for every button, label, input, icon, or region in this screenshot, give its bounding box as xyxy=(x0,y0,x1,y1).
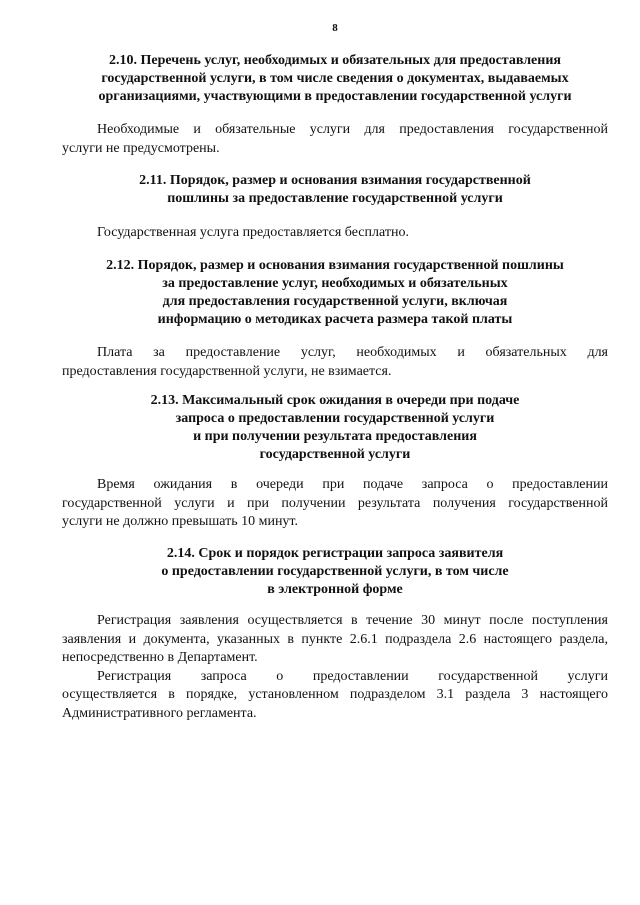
heading-line: 2.13. Максимальный срок ожидания в очереди при подаче xyxy=(150,393,520,408)
section-paragraph xyxy=(62,476,608,532)
heading-line: в электронной форме xyxy=(267,582,403,597)
section-2-11-body xyxy=(62,224,608,243)
section-2-13-body xyxy=(62,476,608,532)
heading-line: пошлины за предоставление государственной услуги xyxy=(167,191,503,206)
section-2-10 xyxy=(62,52,608,106)
heading-line: информацию о методиках расчета размера такой платы xyxy=(157,312,513,327)
paragraph-line: Государственная услуга предоставляется бесплатно. xyxy=(97,225,409,240)
section-heading xyxy=(62,52,608,106)
paragraph-line: Плата за предоставление услуг, необходимых и обязательных для xyxy=(97,345,608,360)
heading-line: 2.12. Порядок, размер и основания взимания государственной пошлины xyxy=(106,258,564,273)
paragraph-line: Административного регламента. xyxy=(62,705,257,721)
section-paragraph xyxy=(62,121,608,158)
section-paragraph xyxy=(62,612,608,723)
section-2-14 xyxy=(62,545,608,599)
heading-line: 2.14. Срок и порядок регистрации запроса заявителя xyxy=(166,546,504,561)
section-heading xyxy=(62,172,608,208)
paragraph-line: услуги не должно превышать 10 минут. xyxy=(62,514,298,529)
heading-line: организациями, участвующими в предоставлении государственной услуги xyxy=(98,89,572,104)
section-heading xyxy=(62,257,608,329)
paragraph-line: предоставления государственной услуги, не взимается. xyxy=(62,363,392,379)
heading-line: о предоставлении государственной услуги, в том числе xyxy=(161,564,509,579)
heading-line: за предоставление услуг, необходимых и обязательных xyxy=(162,276,508,291)
paragraph-line: услуги не предусмотрены. xyxy=(62,140,220,156)
heading-line: государственной услуги, в том числе сведения о документах, выдаваемых xyxy=(101,71,569,86)
paragraph-line: Регистрация заявления осуществляется в течение 30 минут после поступления xyxy=(97,613,608,628)
paragraph-line: Регистрация запроса о предоставлении государственной услуги xyxy=(97,668,608,684)
section-2-11 xyxy=(62,172,608,208)
paragraph-line: непосредственно в Департамент. xyxy=(62,650,258,665)
heading-line: 2.11. Порядок, размер и основания взимания государственной xyxy=(139,173,531,188)
section-2-12 xyxy=(62,257,608,329)
section-2-13 xyxy=(62,392,608,464)
heading-line: 2.10. Перечень услуг, необходимых и обязательных для предоставления xyxy=(109,53,561,68)
section-heading xyxy=(62,392,608,464)
section-2-14-body xyxy=(62,612,608,723)
page-number: 8 xyxy=(332,22,338,34)
paragraph-line: Необходимые и обязательные услуги для предоставления государственной xyxy=(97,122,608,137)
section-paragraph xyxy=(62,344,608,381)
paragraph-line: заявления и документа, указанных в пункте 2.6.1 подраздела 2.6 настоящего раздела, xyxy=(62,631,608,647)
paragraph-line: Время ожидания в очереди при подаче запроса о предоставлении xyxy=(97,477,608,492)
paragraph-line: государственной услуги и при получении результата получения государственной xyxy=(62,495,608,511)
heading-line: и при получении результата предоставления xyxy=(193,429,477,444)
section-heading xyxy=(62,545,608,599)
heading-line: запроса о предоставлении государственной услуги xyxy=(175,411,495,426)
section-2-10-body xyxy=(62,121,608,158)
heading-line: для предоставления государственной услуги, включая xyxy=(162,294,508,309)
paragraph-line: осуществляется в порядке, установленном подразделом 3.1 раздела 3 настоящего xyxy=(62,687,608,702)
heading-line: государственной услуги xyxy=(259,447,411,462)
section-paragraph xyxy=(62,224,608,243)
section-2-12-body xyxy=(62,344,608,381)
